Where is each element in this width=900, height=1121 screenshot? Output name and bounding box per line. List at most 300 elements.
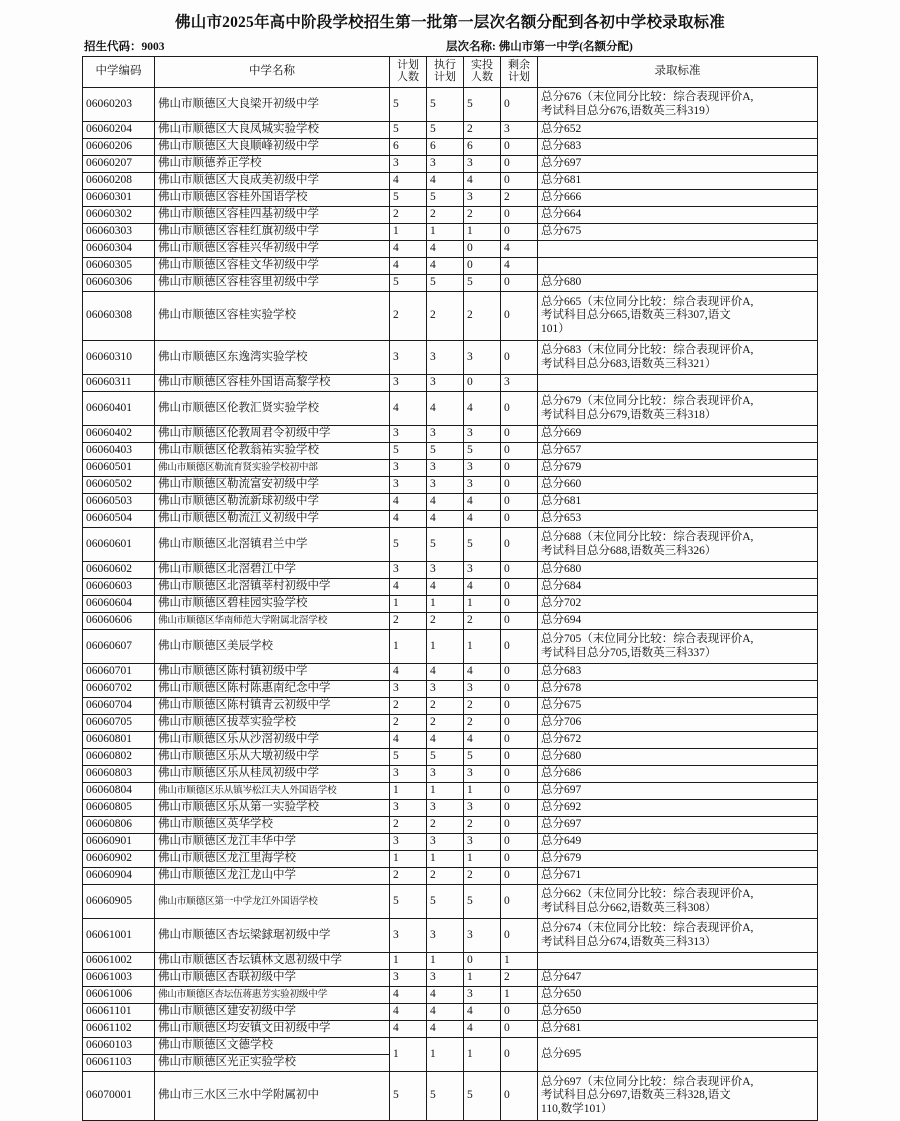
cell-school-code: 06060602 — [83, 562, 155, 579]
cell-actual-count: 5 — [464, 1072, 501, 1121]
cell-actual-count: 6 — [464, 139, 501, 156]
cell-remaining-plan: 1 — [501, 987, 538, 1004]
standard-line: 总分675 — [541, 699, 582, 712]
standard-line: 考试科目总分679,语数英三科318） — [541, 408, 717, 421]
cell-school-code: 06061006 — [83, 987, 155, 1004]
table-row — [83, 919, 818, 953]
cell-actual-count: 3 — [464, 987, 501, 1004]
cell-actual-count: 1 — [464, 596, 501, 613]
standard-line: 总分706 — [541, 716, 582, 729]
cell-exec-plan: 4 — [427, 664, 464, 681]
cell-plan-count: 5 — [390, 443, 427, 460]
cell-remaining-plan: 0 — [501, 1021, 538, 1038]
cell-school-code: 06060206 — [83, 139, 155, 156]
cell-remaining-plan: 0 — [501, 426, 538, 443]
cell-school-name: 佛山市顺德区大良顺峰初级中学 — [155, 139, 390, 156]
cell-actual-count: 4 — [464, 511, 501, 528]
cell-school-name: 佛山市顺德区伦教周君令初级中学 — [155, 426, 390, 443]
table-row — [83, 190, 818, 207]
th-actual — [464, 57, 501, 88]
standard-line: 总分669 — [541, 427, 582, 440]
cell-exec-plan: 4 — [427, 579, 464, 596]
cell-plan-count: 6 — [390, 139, 427, 156]
cell-actual-count: 3 — [464, 562, 501, 579]
document-meta — [82, 38, 818, 54]
cell-exec-plan: 3 — [427, 341, 464, 375]
cell-school-name: 佛山市顺德区文德学校 — [155, 1038, 390, 1055]
cell-exec-plan: 4 — [427, 173, 464, 190]
cell-plan-count: 3 — [390, 970, 427, 987]
cell-plan-count: 3 — [390, 477, 427, 494]
cell-standard — [538, 953, 818, 970]
cell-school-code: 06060304 — [83, 241, 155, 258]
cell-school-code: 06060701 — [83, 664, 155, 681]
cell-standard — [538, 443, 818, 460]
cell-school-name: 佛山市顺德区龙江里海学校 — [155, 851, 390, 868]
cell-remaining-plan: 0 — [501, 207, 538, 224]
cell-actual-count: 2 — [464, 868, 501, 885]
th-remain — [501, 57, 538, 88]
cell-remaining-plan: 0 — [501, 630, 538, 664]
cell-school-name: 佛山市顺德区乐从大墩初级中学 — [155, 749, 390, 766]
cell-school-name: 佛山市顺德区第一中学龙江外国语学校 — [155, 885, 390, 919]
cell-actual-count: 3 — [464, 800, 501, 817]
cell-remaining-plan: 0 — [501, 88, 538, 122]
th-exec-l2: 计划 — [434, 71, 456, 83]
cell-school-name: 佛山市顺德区伦教汇贤实验学校 — [155, 392, 390, 426]
cell-actual-count: 4 — [464, 392, 501, 426]
standard-line: 总分664 — [541, 208, 582, 221]
cell-exec-plan: 3 — [427, 919, 464, 953]
cell-actual-count: 3 — [464, 460, 501, 477]
cell-school-code: 06060401 — [83, 392, 155, 426]
cell-plan-count: 3 — [390, 766, 427, 783]
cell-standard — [538, 156, 818, 173]
cell-school-name: 佛山市顺德区勒流富安初级中学 — [155, 477, 390, 494]
cell-remaining-plan: 0 — [501, 919, 538, 953]
cell-exec-plan: 4 — [427, 392, 464, 426]
cell-school-name: 佛山市顺德区乐从镇岑松江夫人外国语学校 — [155, 783, 390, 800]
standard-line: 总分683（末位同分比较：综合表现评价A, — [541, 343, 754, 356]
cell-plan-count: 4 — [390, 579, 427, 596]
cell-school-name: 佛山市顺德养正学校 — [155, 156, 390, 173]
cell-actual-count: 1 — [464, 851, 501, 868]
standard-line: 总分662（末位同分比较：综合表现评价A, — [541, 887, 754, 900]
standard-line: 总分679 — [541, 461, 582, 474]
table-row — [83, 275, 818, 292]
cell-school-code: 06060103 — [83, 1038, 155, 1055]
table-row — [83, 88, 818, 122]
table-row — [83, 1072, 818, 1121]
cell-school-code: 06060603 — [83, 579, 155, 596]
cell-actual-count: 2 — [464, 715, 501, 732]
cell-school-name: 佛山市顺德区容桂四基初级中学 — [155, 207, 390, 224]
cell-standard — [538, 241, 818, 258]
cell-remaining-plan: 0 — [501, 460, 538, 477]
cell-standard — [538, 970, 818, 987]
cell-actual-count: 2 — [464, 613, 501, 630]
cell-school-code: 06060204 — [83, 122, 155, 139]
cell-school-code: 06060604 — [83, 596, 155, 613]
cell-standard — [538, 224, 818, 241]
cell-remaining-plan: 0 — [501, 885, 538, 919]
table-row-merged — [83, 1038, 818, 1055]
th-code: 中学编码 — [83, 57, 155, 88]
cell-remaining-plan: 0 — [501, 681, 538, 698]
standard-line: 总分680 — [541, 276, 582, 289]
cell-school-code: 06060802 — [83, 749, 155, 766]
cell-remaining-plan: 0 — [501, 868, 538, 885]
cell-remaining-plan: 0 — [501, 579, 538, 596]
table-row — [83, 851, 818, 868]
table-row — [83, 953, 818, 970]
cell-school-name: 佛山市顺德区乐从沙滘初级中学 — [155, 732, 390, 749]
standard-line: 总分652 — [541, 123, 582, 136]
cell-plan-count: 5 — [390, 885, 427, 919]
cell-exec-plan: 5 — [427, 885, 464, 919]
cell-actual-count: 1 — [464, 630, 501, 664]
standard-line: 总分671 — [541, 869, 582, 882]
table-row — [83, 579, 818, 596]
table-row — [83, 800, 818, 817]
cell-school-name: 佛山市顺德区陈村陈惠南纪念中学 — [155, 681, 390, 698]
cell-school-code: 06060402 — [83, 426, 155, 443]
cell-exec-plan: 2 — [427, 715, 464, 732]
cell-actual-count: 2 — [464, 207, 501, 224]
cell-actual-count: 5 — [464, 275, 501, 292]
standard-line: 总分653 — [541, 512, 582, 525]
cell-plan-count: 5 — [390, 122, 427, 139]
cell-actual-count: 4 — [464, 494, 501, 511]
cell-school-name: 佛山市顺德区美辰学校 — [155, 630, 390, 664]
cell-standard — [538, 834, 818, 851]
cell-standard — [538, 613, 818, 630]
cell-plan-count: 3 — [390, 681, 427, 698]
cell-actual-count: 2 — [464, 698, 501, 715]
cell-school-code: 06060803 — [83, 766, 155, 783]
cell-remaining-plan: 0 — [501, 292, 538, 341]
cell-plan-count: 5 — [390, 190, 427, 207]
cell-school-name: 佛山市顺德区拔萃实验学校 — [155, 715, 390, 732]
table-row — [83, 375, 818, 392]
cell-exec-plan: 4 — [427, 258, 464, 275]
standard-line: 总分680 — [541, 750, 582, 763]
standard-line: 总分649 — [541, 835, 582, 848]
cell-plan-count: 1 — [390, 953, 427, 970]
admission-code: 招生代码：9003 — [84, 41, 165, 53]
cell-exec-plan: 3 — [427, 766, 464, 783]
cell-remaining-plan: 0 — [501, 477, 538, 494]
cell-actual-count: 5 — [464, 88, 501, 122]
cell-school-code: 06060801 — [83, 732, 155, 749]
cell-plan-count: 3 — [390, 800, 427, 817]
cell-remaining-plan: 0 — [501, 1004, 538, 1021]
cell-actual-count: 1 — [464, 1038, 501, 1072]
cell-school-code: 06060804 — [83, 783, 155, 800]
standard-line: 考试科目总分676,语数英三科319） — [541, 104, 717, 117]
cell-school-code: 06061101 — [83, 1004, 155, 1021]
cell-plan-count: 4 — [390, 392, 427, 426]
standard-line: 总分650 — [541, 1005, 582, 1018]
standard-line: 总分657 — [541, 444, 582, 457]
table-row — [83, 292, 818, 341]
cell-remaining-plan: 3 — [501, 122, 538, 139]
th-plan — [390, 57, 427, 88]
cell-standard — [538, 88, 818, 122]
cell-remaining-plan: 0 — [501, 562, 538, 579]
standard-line: 110,数学101） — [541, 1102, 613, 1115]
standard-line: 考试科目总分665,语数英三科307,语文 — [541, 309, 731, 322]
cell-plan-count: 5 — [390, 88, 427, 122]
table-row — [83, 749, 818, 766]
cell-school-code: 06061103 — [83, 1055, 155, 1072]
table-header — [83, 57, 818, 88]
standard-line: 总分697 — [541, 157, 582, 170]
cell-actual-count: 3 — [464, 190, 501, 207]
standard-line: 考试科目总分662,语数英三科308） — [541, 901, 717, 914]
cell-exec-plan: 4 — [427, 987, 464, 1004]
cell-school-name: 佛山市顺德区东逸湾实验学校 — [155, 341, 390, 375]
cell-school-name: 佛山市顺德区容桂红旗初级中学 — [155, 224, 390, 241]
standard-line: 总分676（末位同分比较：综合表现评价A, — [541, 90, 754, 103]
standard-line: 总分678 — [541, 682, 582, 695]
cell-exec-plan: 3 — [427, 477, 464, 494]
standard-line: 总分647 — [541, 971, 582, 984]
cell-plan-count: 2 — [390, 292, 427, 341]
cell-plan-count: 2 — [390, 698, 427, 715]
cell-school-name: 佛山市顺德区华南师范大学附属北滘学校 — [155, 613, 390, 630]
cell-school-name: 佛山市顺德区容桂容里初级中学 — [155, 275, 390, 292]
cell-exec-plan: 5 — [427, 275, 464, 292]
cell-school-code: 06060704 — [83, 698, 155, 715]
standard-line: 总分683 — [541, 140, 582, 153]
cell-exec-plan: 5 — [427, 1072, 464, 1121]
cell-plan-count: 4 — [390, 511, 427, 528]
cell-school-name: 佛山市顺德区大良成美初级中学 — [155, 173, 390, 190]
table-body — [83, 88, 818, 1121]
cell-remaining-plan: 0 — [501, 800, 538, 817]
standard-line: 总分681 — [541, 495, 582, 508]
cell-actual-count: 3 — [464, 834, 501, 851]
cell-actual-count: 1 — [464, 224, 501, 241]
table-row — [83, 868, 818, 885]
cell-school-code: 06060905 — [83, 885, 155, 919]
cell-remaining-plan: 2 — [501, 970, 538, 987]
table-row — [83, 224, 818, 241]
cell-school-name: 佛山市顺德区伦教翁祐实验学校 — [155, 443, 390, 460]
cell-school-code: 06060208 — [83, 173, 155, 190]
cell-exec-plan: 3 — [427, 156, 464, 173]
cell-remaining-plan: 0 — [501, 224, 538, 241]
cell-exec-plan: 5 — [427, 749, 464, 766]
cell-actual-count: 5 — [464, 885, 501, 919]
cell-plan-count: 4 — [390, 1004, 427, 1021]
cell-school-name: 佛山市顺德区杏联初级中学 — [155, 970, 390, 987]
cell-school-name: 佛山市顺德区北滘镇莘村初级中学 — [155, 579, 390, 596]
cell-school-code: 06060806 — [83, 817, 155, 834]
cell-school-code: 06060311 — [83, 375, 155, 392]
cell-plan-count: 2 — [390, 817, 427, 834]
cell-plan-count: 1 — [390, 783, 427, 800]
cell-standard — [538, 851, 818, 868]
cell-actual-count: 1 — [464, 970, 501, 987]
table-row — [83, 766, 818, 783]
cell-exec-plan: 3 — [427, 460, 464, 477]
cell-school-name: 佛山市顺德区容桂外国语高黎学校 — [155, 375, 390, 392]
table-row — [83, 156, 818, 173]
cell-remaining-plan: 0 — [501, 596, 538, 613]
cell-standard — [538, 494, 818, 511]
cell-remaining-plan: 0 — [501, 528, 538, 562]
th-exec — [427, 57, 464, 88]
cell-exec-plan: 5 — [427, 88, 464, 122]
cell-school-code: 06060203 — [83, 88, 155, 122]
cell-exec-plan: 2 — [427, 613, 464, 630]
cell-remaining-plan: 0 — [501, 613, 538, 630]
cell-school-code: 06060503 — [83, 494, 155, 511]
cell-remaining-plan: 0 — [501, 511, 538, 528]
cell-exec-plan: 4 — [427, 732, 464, 749]
cell-actual-count: 4 — [464, 732, 501, 749]
cell-remaining-plan: 3 — [501, 375, 538, 392]
cell-actual-count: 3 — [464, 766, 501, 783]
cell-actual-count: 3 — [464, 156, 501, 173]
cell-actual-count: 5 — [464, 528, 501, 562]
table-row — [83, 460, 818, 477]
cell-school-name: 佛山市顺德区杏坛伍蒋惠芳实验初级中学 — [155, 987, 390, 1004]
cell-standard — [538, 122, 818, 139]
standard-line: 总分702 — [541, 597, 582, 610]
cell-school-code: 06060305 — [83, 258, 155, 275]
cell-standard — [538, 783, 818, 800]
standard-line: 考试科目总分683,语数英三科321） — [541, 357, 717, 370]
cell-remaining-plan: 0 — [501, 156, 538, 173]
cell-plan-count: 1 — [390, 630, 427, 664]
cell-standard — [538, 919, 818, 953]
cell-exec-plan: 1 — [427, 224, 464, 241]
cell-standard — [538, 207, 818, 224]
cell-actual-count: 3 — [464, 426, 501, 443]
cell-exec-plan: 5 — [427, 443, 464, 460]
table-row — [83, 664, 818, 681]
th-exec-l1: 执行 — [434, 59, 456, 72]
cell-exec-plan: 2 — [427, 207, 464, 224]
cell-standard — [538, 292, 818, 341]
cell-remaining-plan: 0 — [501, 817, 538, 834]
cell-plan-count: 4 — [390, 664, 427, 681]
table-row — [83, 613, 818, 630]
th-plan-l1: 计划 — [397, 59, 419, 72]
cell-standard — [538, 392, 818, 426]
cell-standard — [538, 173, 818, 190]
cell-remaining-plan: 0 — [501, 139, 538, 156]
cell-actual-count: 2 — [464, 817, 501, 834]
cell-remaining-plan: 0 — [501, 749, 538, 766]
table-row — [83, 630, 818, 664]
table-row — [83, 732, 818, 749]
cell-exec-plan: 1 — [427, 851, 464, 868]
cell-actual-count: 2 — [464, 292, 501, 341]
table-row — [83, 681, 818, 698]
level-name: 层次名称: 佛山市第一中学(名额分配) — [446, 41, 633, 53]
standard-line: 总分666 — [541, 191, 582, 204]
cell-exec-plan: 3 — [427, 970, 464, 987]
cell-remaining-plan: 4 — [501, 258, 538, 275]
cell-actual-count: 0 — [464, 241, 501, 258]
cell-exec-plan: 4 — [427, 511, 464, 528]
cell-school-name: 佛山市顺德区均安镇文田初级中学 — [155, 1021, 390, 1038]
cell-school-name: 佛山市顺德区北滘碧江中学 — [155, 562, 390, 579]
cell-standard — [538, 1072, 818, 1121]
table-row — [83, 139, 818, 156]
cell-exec-plan: 2 — [427, 698, 464, 715]
table-row — [83, 783, 818, 800]
cell-actual-count: 4 — [464, 664, 501, 681]
cell-plan-count: 3 — [390, 341, 427, 375]
cell-remaining-plan: 0 — [501, 766, 538, 783]
cell-standard — [538, 749, 818, 766]
cell-school-code: 06060601 — [83, 528, 155, 562]
cell-remaining-plan: 0 — [501, 834, 538, 851]
cell-standard — [538, 275, 818, 292]
cell-plan-count: 3 — [390, 375, 427, 392]
cell-standard — [538, 139, 818, 156]
cell-school-code: 06060310 — [83, 341, 155, 375]
th-actual-l2: 人数 — [471, 71, 493, 83]
cell-plan-count: 3 — [390, 919, 427, 953]
cell-standard — [538, 1004, 818, 1021]
cell-school-code: 06060705 — [83, 715, 155, 732]
cell-school-code: 06060901 — [83, 834, 155, 851]
cell-actual-count: 0 — [464, 953, 501, 970]
cell-remaining-plan: 1 — [501, 953, 538, 970]
cell-remaining-plan: 4 — [501, 241, 538, 258]
cell-school-code: 06061003 — [83, 970, 155, 987]
cell-school-code: 06061002 — [83, 953, 155, 970]
cell-plan-count: 3 — [390, 562, 427, 579]
allocation-table — [82, 56, 818, 1121]
standard-line: 总分660 — [541, 478, 582, 491]
table-row — [83, 698, 818, 715]
cell-actual-count: 3 — [464, 477, 501, 494]
standard-line: 总分686 — [541, 767, 582, 780]
cell-plan-count: 5 — [390, 275, 427, 292]
cell-exec-plan: 5 — [427, 528, 464, 562]
table-row — [83, 1004, 818, 1021]
cell-school-name: 佛山市三水区三水中学附属初中 — [155, 1072, 390, 1121]
standard-line: 总分683 — [541, 665, 582, 678]
cell-exec-plan: 3 — [427, 562, 464, 579]
standard-line: 总分679（末位同分比较：综合表现评价A, — [541, 394, 754, 407]
cell-plan-count: 2 — [390, 868, 427, 885]
table-row — [83, 258, 818, 275]
cell-plan-count: 4 — [390, 1021, 427, 1038]
cell-standard — [538, 987, 818, 1004]
th-remain-l2: 计划 — [508, 71, 530, 83]
cell-plan-count: 3 — [390, 834, 427, 851]
table-row — [83, 443, 818, 460]
cell-school-name: 佛山市顺德区容桂文华初级中学 — [155, 258, 390, 275]
cell-standard — [538, 885, 818, 919]
cell-standard — [538, 258, 818, 275]
cell-school-code: 06060502 — [83, 477, 155, 494]
table-row — [83, 715, 818, 732]
cell-exec-plan: 4 — [427, 1004, 464, 1021]
cell-school-name: 佛山市顺德区光正实验学校 — [155, 1055, 390, 1072]
cell-school-name: 佛山市顺德区龙江龙山中学 — [155, 868, 390, 885]
th-remain-l1: 剩余 — [508, 59, 530, 72]
cell-exec-plan: 5 — [427, 122, 464, 139]
